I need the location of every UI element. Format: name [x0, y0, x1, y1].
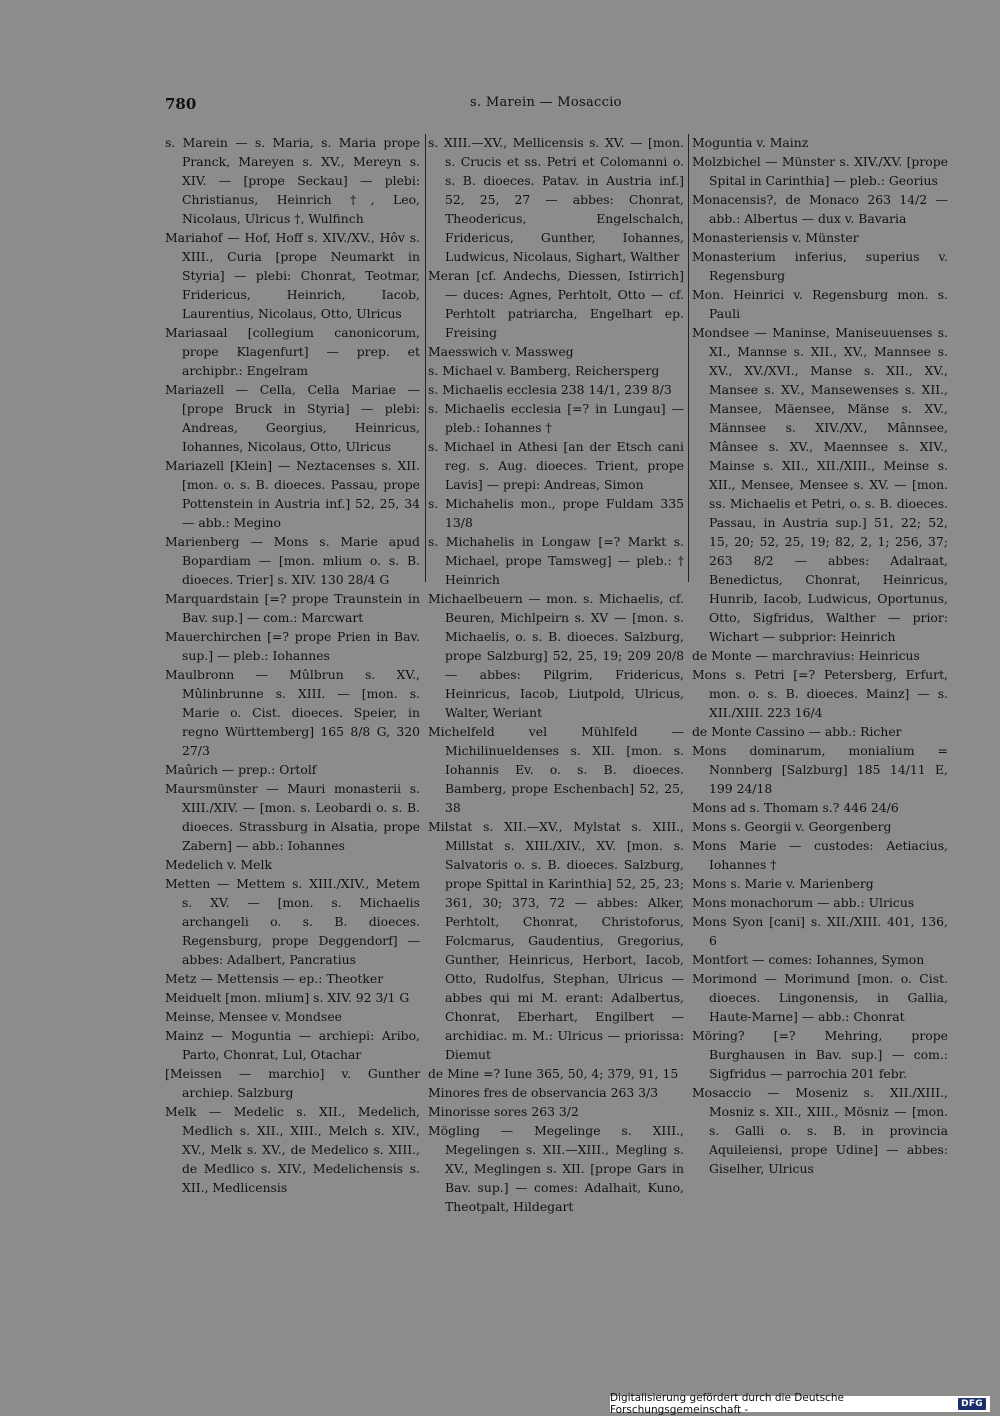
index-entry: Maulbronn — Mûlbrun s. XV., Mûlinbrunne s. XIII. — [mon. s. Marie o. Cist. dioeces. Speier, in regno Württemberg] 165 8/8 G, 320 27/3	[165, 667, 420, 758]
index-entry: s. Michaelis ecclesia [=? in Lungau] — pleb.: Iohannes †	[428, 401, 684, 435]
index-entry: de Monte — marchravius: Heinricus	[692, 648, 920, 663]
index-entry: de Mine =? Iune 365, 50, 4; 379, 91, 15	[428, 1066, 679, 1081]
index-entry: Monacensis?, de Monaco 263 14/2 — abb.: Albertus — dux v. Bavaria	[692, 192, 948, 226]
index-entry: Morimond — Morimund [mon. o. Cist. dioeces. Lingonensis, in Gallia, Haute-Marne] — abb.: Chonrat	[692, 971, 948, 1024]
index-entry: Montfort — comes: Iohannes, Symon	[692, 952, 925, 967]
index-entry: Minorisse sores 263 3/2	[428, 1104, 579, 1119]
index-column-3	[692, 133, 948, 1178]
index-entry: Mons s. Marie v. Marienberg	[692, 876, 874, 891]
index-entry: Mariahof — Hof, Hoff s. XIV./XV., Hôv s. XIII., Curia [prope Neumarkt in Styria] — plebi: Chonrat, Teotmar, Fridericus, Heinrich, Iacob, Laurentius, Nicolaus, Otto, Ulricus	[165, 230, 420, 321]
index-entry: s. XIII.—XV., Mellicensis s. XV. — [mon. s. Crucis et ss. Petri et Colomanni o. s. B. dioeces. Patav. in Austria inf.] 52, 25, 27 — abbes: Chonrat, Theodericus, Engelschalch, Fridericus, Gunther, Iohannes, Ludwicus, Nicolaus, Sighart, Walther	[428, 135, 684, 264]
index-entry: Maûrich — prep.: Ortolf	[165, 762, 317, 777]
index-entry: Metten — Mettem s. XIII./XIV., Metem s. XV. — [mon. s. Michaelis archangeli o. s. B. dioeces. Regensburg, prope Deggendorf] — abbes: Adalbert, Pancratius	[165, 876, 420, 967]
index-entry: Mons ad s. Thomam s.? 446 24/6	[692, 800, 899, 815]
index-entry: Mon. Heinrici v. Regensburg mon. s. Pauli	[692, 287, 948, 321]
column-divider	[425, 134, 426, 582]
index-entry: Moguntia v. Mainz	[692, 135, 809, 150]
index-entry: s. Michael in Athesi [an der Etsch cani reg. s. Aug. dioeces. Trient, prope Lavis] — prepi: Andreas, Simon	[428, 439, 684, 492]
index-entry: Michaelbeuern — mon. s. Michaelis, cf. Beuren, Michlpeirn s. XV — [mon. s. Michaelis, o. s. B. dioeces. Salzburg, prope Salzburg] 52, 25, 19; 209 20/8 — abbes: Pilgrim, Fridericus, Heinricus, Iacob, Liutpold, Ulricus, Walter, Weriant	[428, 591, 684, 720]
index-entry: Mons Syon [cani] s. XII./XIII. 401, 136, 6	[692, 914, 948, 948]
index-column-2	[428, 133, 684, 1216]
footer-banner	[610, 1392, 990, 1416]
index-entry: Monasteriensis v. Münster	[692, 230, 859, 245]
index-entry: Michelfeld vel Mühlfeld — Michilinueldenses s. XII. [mon. s. Iohannis Ev. o. s. B. dioeces. Bamberg, prope Eschenbach] 52, 25, 38	[428, 724, 684, 815]
index-entry: Mons s. Georgii v. Georgenberg	[692, 819, 892, 834]
index-entry: Mons Marie — custodes: Aetiacius, Iohannes †	[692, 838, 948, 872]
index-entry: Mons s. Petri [=? Petersberg, Erfurt, mon. o. s. B. dioeces. Mainz] — s. XII./XIII. 223 16/4	[692, 667, 948, 720]
index-entry: Molzbichel — Münster s. XIV./XV. [prope Spital in Carinthia] — pleb.: Georius	[692, 154, 948, 188]
index-column-1	[165, 133, 420, 1197]
page-number: 780	[165, 95, 197, 113]
index-entry: Maesswich v. Massweg	[428, 344, 574, 359]
index-entry: s. Michahelis mon., prope Fuldam 335 13/8	[428, 496, 684, 530]
index-entry: Mariasaal [collegium canonicorum, prope Klagenfurt] — prep. et archipbr.: Engelram	[165, 325, 420, 378]
dfg-logo: DFG	[958, 1398, 986, 1410]
column-divider	[688, 134, 689, 582]
index-entry: Medelich v. Melk	[165, 857, 272, 872]
index-entry: Möring? [=? Mehring, prope Burghausen in Bav. sup.] — com.: Sigfridus — parrochia 201 febr.	[692, 1028, 948, 1081]
index-entry: Meran [cf. Andechs, Diessen, Istirrich] — duces: Agnes, Perhtolt, Otto — cf. Perhtolt patriarcha, Engelhart ep. Freising	[428, 268, 684, 340]
index-entry: Mariazell [Klein] — Neztacenses s. XII. [mon. o. s. B. dioeces. Passau, prope Pottenstein in Austria inf.] 52, 25, 34 — abb.: Megino	[165, 458, 420, 530]
index-entry: Monasterium inferius, superius v. Regensburg	[692, 249, 948, 283]
index-entry: Milstat s. XII.—XV., Mylstat s. XIII., Millstat s. XIII./XIV., XV. [mon. s. Salvatoris o. s. B. dioeces. Salzburg, prope Spittal in Karinthia] 52, 25, 23; 361, 30; 373, 72 — abbes: Alker, Perhtolt, Chonrat, Christoforus, Folcmarus, Gaudentius, Gregorius, Gunther, Heinricus, Herbort, Iacob, Otto, Rudolfus, Stephan, Ulricus — abbes qui mi M. erant: Adalbertus, Chonrat, Eberhart, Engilbert — archidiac. m. M.: Ulricus — priorissa: Diemut	[428, 819, 684, 1062]
index-entry: Minores fres de observancia 263 3/3	[428, 1085, 659, 1100]
index-entry: Marienberg — Mons s. Marie apud Bopardiam — [mon. mlium o. s. B. dioeces. Trier] s. XIV. 130 28/4 G	[165, 534, 420, 587]
index-entry: [Meissen — marchio] v. Gunther archiep. Salzburg	[165, 1066, 420, 1100]
index-entry: de Monte Cassino — abb.: Richer	[692, 724, 902, 739]
index-entry: s. Michahelis in Longaw [=? Markt s. Michael, prope Tamsweg] — pleb.: † Heinrich	[428, 534, 684, 587]
footer-text: Digitalisierung gefördert durch die Deutsche Forschungsgemeinschaft -	[610, 1392, 844, 1416]
index-entry: s. Michael v. Bamberg, Reichersperg	[428, 363, 660, 378]
index-entry: Meiduelt [mon. mlium] s. XIV. 92 3/1 G	[165, 990, 410, 1005]
index-entry: Melk — Medelic s. XII., Medelich, Medlich s. XII., XIII., Melch s. XIV., XV., Melk s. XV., de Medelico s. XIII., de Medlico s. XIV., Medelichensis s. XII., Medlicensis	[165, 1104, 420, 1195]
index-entry: Marquardstain [=? prope Traunstein in Bav. sup.] — com.: Marcwart	[165, 591, 420, 625]
index-entry: Meinse, Mensee v. Mondsee	[165, 1009, 342, 1024]
running-head: s. Marein — Mosaccio	[470, 95, 622, 110]
index-entry: Mondsee — Maninse, Maniseuuenses s. XI., Mannse s. XII., XV., Mannsee s. XV., XV./XVI., Manse s. XII., XV., Mansee s. XV., Mansewenses s. XII., Mansee, Mäensee, Mänse s. XV., Männsee s. XIV./XV., Mânnsee, Mânsee s. XV., Maennsee s. XIV., Mainse s. XII., XII./XIII., Meinse s. XII., Mensee, Mensee s. XV. — [mon. ss. Michaelis et Petri, o. s. B. dioeces. Passau, in Austria sup.] 51, 22; 52, 15, 20; 52, 25, 19; 82, 2, 1; 256, 37; 263 8/2 — abbes: Adalraat, Benedictus, Chonrat, Heinricus, Hunrib, Iacob, Ludwicus, Oportunus, Otto, Sigfridus, Walther — prior: Wichart — subprior: Heinrich	[692, 325, 948, 644]
index-entry: Mariazell — Cella, Cella Mariae — [prope Bruck in Styria] — plebi: Andreas, Georgius, Heinricus, Iohannes, Nicolaus, Otto, Ulricus	[165, 382, 420, 454]
index-entry: Metz — Mettensis — ep.: Theotker	[165, 971, 384, 986]
index-entry: Mainz — Moguntia — archiepi: Aribo, Parto, Chonrat, Lul, Otachar	[165, 1028, 420, 1062]
index-entry: Mons dominarum, monialium = Nonnberg [Salzburg] 185 14/11 E, 199 24/18	[692, 743, 948, 796]
index-entry: s. Marein — s. Maria, s. Maria prope Pranck, Mareyen s. XV., Mereyn s. XIV. — [prope Seckau] — plebi: Christianus, Heinrich †, Leo, Nicolaus, Ulricus †, Wulfinch	[165, 135, 420, 226]
index-entry: Mögling — Megelinge s. XIII., Megelingen s. XII.—XIII., Megling s. XV., Meglingen s. XII. [prope Gars in Bav. sup.] — comes: Adalhait, Kuno, Theotpalt, Hildegart	[428, 1123, 684, 1214]
index-entry: s. Michaelis ecclesia 238 14/1, 239 8/3	[428, 382, 672, 397]
index-entry: Maursmünster — Mauri monasterii s. XIII./XIV. — [mon. s. Leobardi o. s. B. dioeces. Strassburg in Alsatia, prope Zabern] — abb.: Iohannes	[165, 781, 420, 853]
index-entry: Mosaccio — Moseniz s. XII./XIII., Mosniz s. XII., XIII., Mösniz — [mon. s. Galli o. s. B. in provincia Aquileiensi, prope Udine] — abbes: Giselher, Ulricus	[692, 1085, 948, 1176]
index-entry: Mons monachorum — abb.: Ulricus	[692, 895, 915, 910]
index-entry: Mauerchirchen [=? prope Prien in Bav. sup.] — pleb.: Iohannes	[165, 629, 420, 663]
